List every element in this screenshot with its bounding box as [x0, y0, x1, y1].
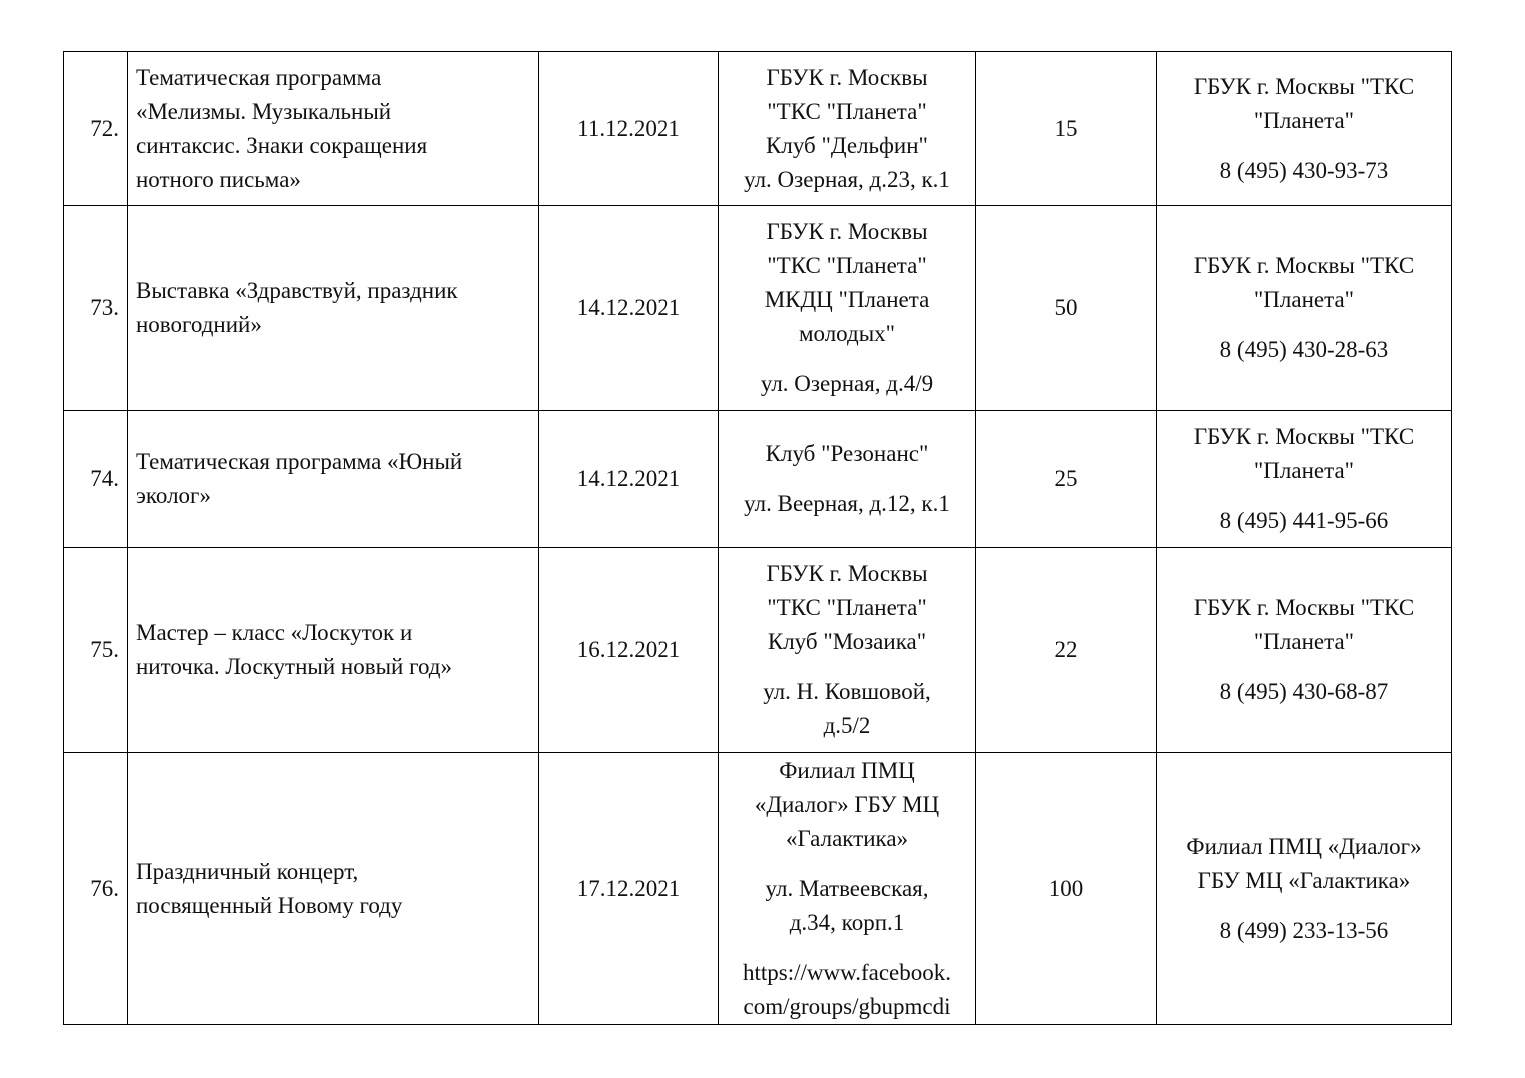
event-venue: [719, 206, 976, 411]
organizer-phone: 8 (495) 430-68-87: [1219, 679, 1389, 704]
event-name-line: новогодний»: [136, 312, 262, 337]
venue-address-line: д.5/2: [823, 713, 871, 738]
organizer-name-line: "Планета": [1253, 629, 1355, 654]
event-name-line: Тематическая программа: [136, 64, 382, 90]
organizer: [1157, 548, 1452, 753]
row-number: 75.: [64, 548, 128, 753]
event-name: [128, 52, 539, 206]
venue-address-line: ул. Веерная, д.12, к.1: [744, 491, 950, 516]
event-name: [128, 753, 539, 1025]
organizer-phone: 8 (495) 430-93-73: [1219, 157, 1389, 183]
participant-count: 50: [976, 206, 1157, 411]
participant-count: 25: [976, 411, 1157, 548]
event-name-line: эколог»: [136, 483, 211, 508]
venue-line: «Галактика»: [785, 825, 909, 851]
organizer-phone: 8 (495) 430-28-63: [1219, 337, 1389, 362]
venue-address-line: ул. Н. Ковшовой,: [763, 679, 931, 704]
events-table-body: [64, 52, 1452, 1025]
table-row: [64, 548, 1452, 753]
venue-address-line: ул. Озерная, д.23, к.1: [744, 166, 950, 192]
row-number: 76.: [64, 753, 128, 1025]
event-venue: [719, 548, 976, 753]
table-row: [64, 753, 1452, 1025]
event-name-line: Выставка «Здравствуй, праздник: [136, 278, 458, 303]
event-name: [128, 548, 539, 753]
venue-address-line: ул. Озерная, д.4/9: [760, 371, 934, 396]
organizer: [1157, 753, 1452, 1025]
organizer: [1157, 52, 1452, 206]
table-row: [64, 206, 1452, 411]
row-number: 72.: [64, 52, 128, 206]
organizer-phone: 8 (495) 441-95-66: [1219, 508, 1389, 533]
organizer-name-line: ГБУК г. Москвы "ТКС: [1193, 595, 1415, 620]
venue-line: молодых": [798, 321, 896, 346]
venue-address-line: д.34, корп.1: [789, 909, 905, 935]
events-table: [63, 51, 1452, 1025]
participant-count: 22: [976, 548, 1157, 753]
organizer-name-line: ГБУК г. Москвы "ТКС: [1193, 253, 1415, 278]
participant-count: 100: [976, 753, 1157, 1025]
row-number: 74.: [64, 411, 128, 548]
venue-line: Клуб "Дельфин": [766, 132, 928, 158]
venue-line: ГБУК г. Москвы: [766, 561, 928, 586]
organizer-name-line: "Планета": [1253, 458, 1355, 483]
venue-line: ГБУК г. Москвы: [766, 64, 928, 90]
venue-link-line[interactable]: https://www.facebook.: [742, 959, 952, 985]
event-date: 17.12.2021: [539, 753, 719, 1025]
event-name: [128, 411, 539, 548]
event-name-line: Тематическая программа «Юный: [136, 449, 463, 474]
venue-line: ГБУК г. Москвы: [766, 219, 928, 244]
event-name: [128, 206, 539, 411]
event-name-line: синтаксис. Знаки сокращения: [136, 132, 428, 158]
venue-line: «Диалог» ГБУ МЦ: [754, 791, 940, 817]
row-number: 73.: [64, 206, 128, 411]
event-name-line: Мастер – класс «Лоскуток и: [136, 620, 413, 645]
organizer: [1157, 411, 1452, 548]
event-date: 11.12.2021: [539, 52, 719, 206]
venue-line: Филиал ПМЦ: [779, 757, 915, 783]
event-name-line: Праздничный концерт,: [136, 858, 359, 884]
event-name-line: «Мелизмы. Музыкальный: [136, 98, 392, 124]
event-date: 14.12.2021: [539, 206, 719, 411]
participant-count: 15: [976, 52, 1157, 206]
organizer-phone: 8 (499) 233-13-56: [1219, 917, 1389, 943]
venue-line: "ТКС "Планета": [767, 253, 927, 278]
event-venue: [719, 52, 976, 206]
venue-address-line: ул. Матвеевская,: [765, 875, 929, 901]
event-date: 14.12.2021: [539, 411, 719, 548]
event-name-line: нотного письма»: [136, 166, 301, 192]
organizer-name-line: Филиал ПМЦ «Диалог»: [1186, 833, 1422, 859]
table-row: [64, 411, 1452, 548]
table-row: [64, 52, 1452, 206]
organizer-name-line: "Планета": [1253, 107, 1355, 133]
venue-line: Клуб "Мозаика": [767, 629, 927, 654]
venue-link-line[interactable]: com/groups/gbupmcdi: [743, 993, 951, 1019]
venue-line: "ТКС "Планета": [767, 595, 927, 620]
event-name-line: посвященный Новому году: [136, 892, 403, 918]
event-venue: [719, 411, 976, 548]
organizer-name-line: ГБУ МЦ «Галактика»: [1197, 867, 1411, 893]
venue-line: МКДЦ "Планета: [764, 287, 930, 312]
event-date: 16.12.2021: [539, 548, 719, 753]
organizer-name-line: ГБУК г. Москвы "ТКС: [1193, 424, 1415, 449]
organizer-name-line: "Планета": [1253, 287, 1355, 312]
event-name-line: ниточка. Лоскутный новый год»: [136, 654, 452, 679]
organizer: [1157, 206, 1452, 411]
venue-line: Клуб "Резонанс": [765, 441, 929, 466]
venue-line: "ТКС "Планета": [767, 98, 927, 124]
event-venue: [719, 753, 976, 1025]
organizer-name-line: ГБУК г. Москвы "ТКС: [1193, 73, 1415, 99]
